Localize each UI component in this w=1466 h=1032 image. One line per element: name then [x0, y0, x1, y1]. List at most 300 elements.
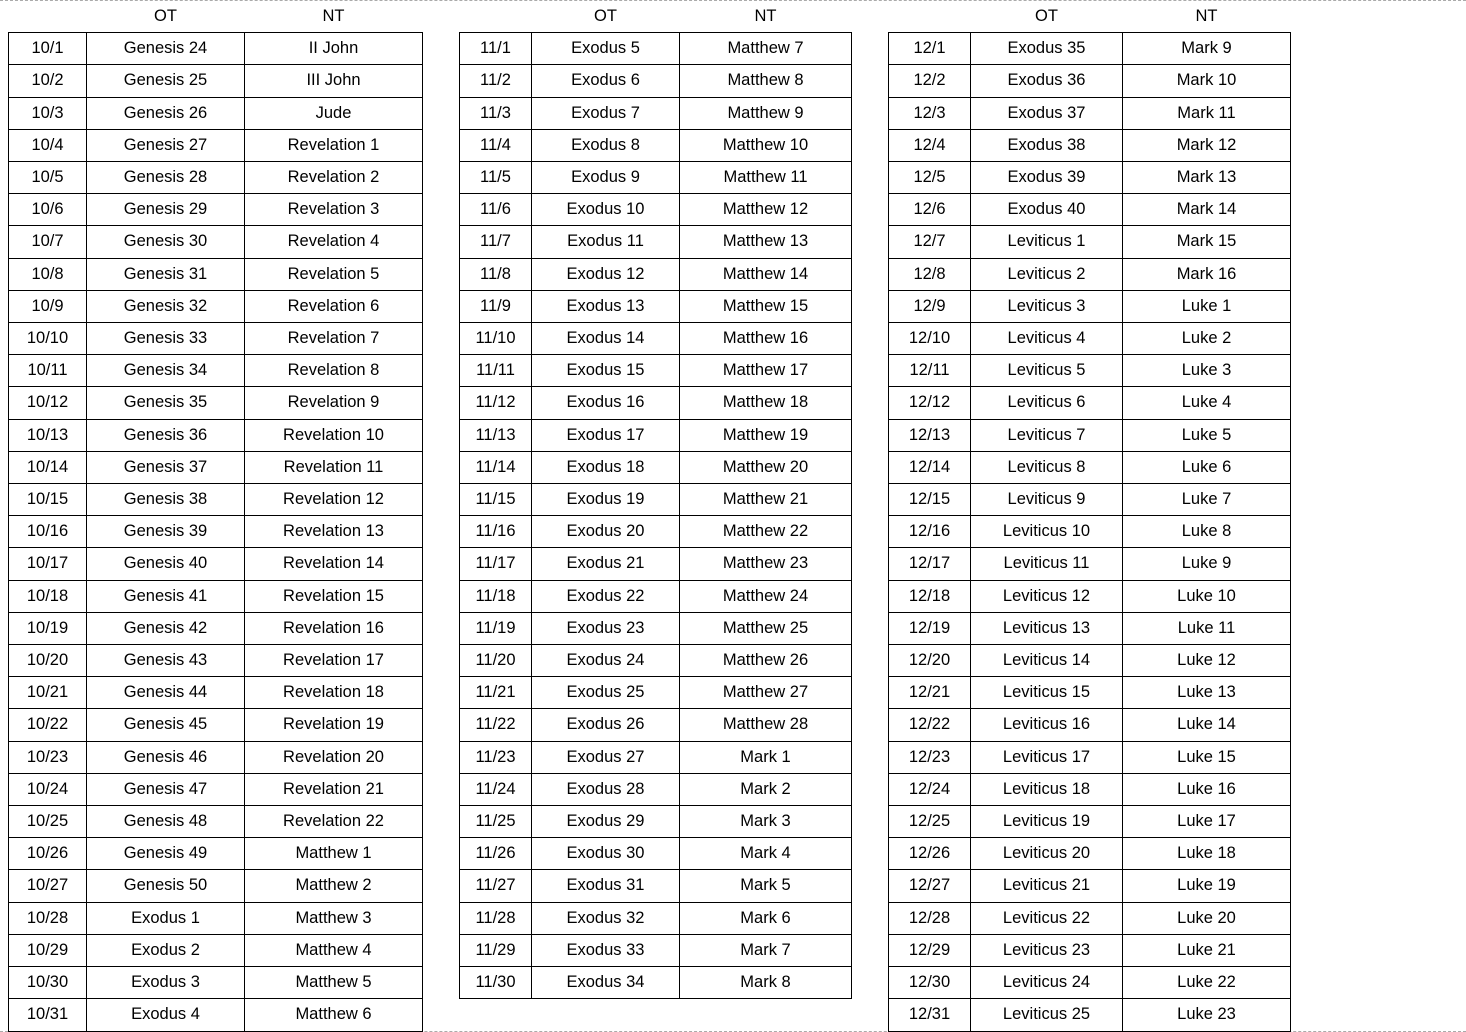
table-row [9, 580, 423, 612]
cell-ot-reading: Genesis 33 [87, 323, 245, 355]
cell-ot-reading: Exodus 28 [532, 773, 680, 805]
cell-nt-reading: Mark 5 [680, 870, 852, 902]
cell-nt-reading: Revelation 4 [245, 226, 423, 258]
cell-ot-reading: Leviticus 15 [971, 677, 1123, 709]
cell-date: 10/30 [9, 967, 87, 999]
cell-nt-reading: Jude [245, 97, 423, 129]
table-row [460, 65, 852, 97]
table-row [889, 451, 1291, 483]
table-row [889, 290, 1291, 322]
cell-ot-reading: Genesis 38 [87, 484, 245, 516]
cell-nt-reading: Matthew 15 [680, 290, 852, 322]
cell-ot-reading: Genesis 48 [87, 806, 245, 838]
table-row [889, 967, 1291, 999]
cell-ot-reading: Genesis 32 [87, 290, 245, 322]
cell-date: 12/17 [889, 548, 971, 580]
cell-ot-reading: Leviticus 1 [971, 226, 1123, 258]
cell-date: 12/7 [889, 226, 971, 258]
cell-ot-reading: Genesis 45 [87, 709, 245, 741]
cell-date: 11/19 [460, 612, 532, 644]
table-row [889, 419, 1291, 451]
cell-ot-reading: Leviticus 11 [971, 548, 1123, 580]
cell-date: 11/11 [460, 355, 532, 387]
cell-ot-reading: Leviticus 13 [971, 612, 1123, 644]
cell-ot-reading: Exodus 8 [532, 129, 680, 161]
cell-date: 12/5 [889, 162, 971, 194]
cell-ot-reading: Exodus 24 [532, 645, 680, 677]
table-row [9, 806, 423, 838]
table-row [889, 97, 1291, 129]
cell-date: 10/9 [9, 290, 87, 322]
table-row [9, 612, 423, 644]
cell-ot-reading: Genesis 40 [87, 548, 245, 580]
cell-nt-reading: Revelation 8 [245, 355, 423, 387]
cell-nt-reading: Revelation 7 [245, 323, 423, 355]
cell-date: 11/21 [460, 677, 532, 709]
table-header-row [460, 1, 852, 33]
cell-date: 12/31 [889, 999, 971, 1031]
cell-ot-reading: Exodus 7 [532, 97, 680, 129]
month-column-november [459, 1, 852, 999]
cell-date: 12/11 [889, 355, 971, 387]
table-row [889, 741, 1291, 773]
cell-date: 11/1 [460, 33, 532, 65]
cell-nt-reading: Mark 12 [1123, 129, 1291, 161]
table-row [9, 773, 423, 805]
cell-nt-reading: Revelation 6 [245, 290, 423, 322]
table-row [9, 709, 423, 741]
table-row [460, 677, 852, 709]
table-row [9, 258, 423, 290]
cell-ot-reading: Exodus 37 [971, 97, 1123, 129]
cell-date: 11/2 [460, 65, 532, 97]
cell-ot-reading: Exodus 5 [532, 33, 680, 65]
table-row [460, 806, 852, 838]
cell-nt-reading: Luke 4 [1123, 387, 1291, 419]
cell-nt-reading: Revelation 2 [245, 162, 423, 194]
cell-date: 11/15 [460, 484, 532, 516]
cell-nt-reading: II John [245, 33, 423, 65]
table-row [9, 967, 423, 999]
cell-nt-reading: Revelation 15 [245, 580, 423, 612]
cell-nt-reading: Mark 15 [1123, 226, 1291, 258]
cell-date: 11/22 [460, 709, 532, 741]
cell-ot-reading: Exodus 20 [532, 516, 680, 548]
table-row [889, 516, 1291, 548]
cell-ot-reading: Leviticus 3 [971, 290, 1123, 322]
table-row [9, 194, 423, 226]
cell-ot-reading: Exodus 21 [532, 548, 680, 580]
table-row [889, 33, 1291, 65]
cell-date: 10/23 [9, 741, 87, 773]
table-row [889, 999, 1291, 1031]
table-row [9, 129, 423, 161]
cell-ot-reading: Exodus 23 [532, 612, 680, 644]
cell-nt-reading: Revelation 5 [245, 258, 423, 290]
cell-ot-reading: Genesis 36 [87, 419, 245, 451]
cell-ot-reading: Exodus 9 [532, 162, 680, 194]
cell-date: 10/19 [9, 612, 87, 644]
cell-date: 10/10 [9, 323, 87, 355]
cell-ot-reading: Genesis 39 [87, 516, 245, 548]
cell-nt-reading: Matthew 11 [680, 162, 852, 194]
table-header-row [9, 1, 423, 33]
table-row [889, 226, 1291, 258]
cell-nt-reading: Matthew 25 [680, 612, 852, 644]
cell-ot-reading: Leviticus 25 [971, 999, 1123, 1031]
cell-ot-reading: Genesis 49 [87, 838, 245, 870]
cell-nt-reading: Revelation 22 [245, 806, 423, 838]
cell-ot-reading: Exodus 4 [87, 999, 245, 1031]
table-row [9, 419, 423, 451]
cell-nt-reading: Matthew 19 [680, 419, 852, 451]
cell-nt-reading: Luke 19 [1123, 870, 1291, 902]
table-row [889, 934, 1291, 966]
cell-nt-reading: Mark 1 [680, 741, 852, 773]
cell-date: 12/27 [889, 870, 971, 902]
table-row [460, 741, 852, 773]
cell-ot-reading: Genesis 42 [87, 612, 245, 644]
cell-date: 12/25 [889, 806, 971, 838]
cell-ot-reading: Genesis 24 [87, 33, 245, 65]
cell-ot-reading: Exodus 22 [532, 580, 680, 612]
cell-ot-reading: Leviticus 17 [971, 741, 1123, 773]
table-row [889, 194, 1291, 226]
cell-date: 10/26 [9, 838, 87, 870]
table-row [460, 97, 852, 129]
cell-ot-reading: Genesis 46 [87, 741, 245, 773]
table-row [889, 773, 1291, 805]
cell-ot-reading: Genesis 43 [87, 645, 245, 677]
cell-nt-reading: Luke 18 [1123, 838, 1291, 870]
cell-ot-reading: Leviticus 14 [971, 645, 1123, 677]
cell-ot-reading: Exodus 11 [532, 226, 680, 258]
cell-nt-reading: Revelation 21 [245, 773, 423, 805]
cell-ot-reading: Leviticus 4 [971, 323, 1123, 355]
cell-nt-reading: Revelation 1 [245, 129, 423, 161]
cell-ot-reading: Exodus 35 [971, 33, 1123, 65]
cell-date: 10/5 [9, 162, 87, 194]
cell-ot-reading: Leviticus 20 [971, 838, 1123, 870]
table-row [460, 484, 852, 516]
cell-nt-reading: Revelation 3 [245, 194, 423, 226]
cell-nt-reading: Luke 15 [1123, 741, 1291, 773]
cell-nt-reading: Revelation 18 [245, 677, 423, 709]
cell-date: 12/22 [889, 709, 971, 741]
cell-nt-reading: Luke 17 [1123, 806, 1291, 838]
cell-date: 12/10 [889, 323, 971, 355]
cell-nt-reading: Mark 10 [1123, 65, 1291, 97]
cell-nt-reading: Mark 13 [1123, 162, 1291, 194]
table-row [460, 162, 852, 194]
cell-date: 12/20 [889, 645, 971, 677]
cell-date: 11/10 [460, 323, 532, 355]
cell-date: 11/8 [460, 258, 532, 290]
cell-nt-reading: Matthew 13 [680, 226, 852, 258]
cell-ot-reading: Genesis 28 [87, 162, 245, 194]
cell-ot-reading: Leviticus 12 [971, 580, 1123, 612]
table-row [460, 967, 852, 999]
table-row [460, 838, 852, 870]
table-row [889, 709, 1291, 741]
table-row [460, 129, 852, 161]
cell-date: 12/13 [889, 419, 971, 451]
table-row [889, 645, 1291, 677]
table-row [889, 162, 1291, 194]
cell-date: 11/9 [460, 290, 532, 322]
cell-nt-reading: Matthew 17 [680, 355, 852, 387]
cell-nt-reading: Revelation 9 [245, 387, 423, 419]
cell-date: 10/12 [9, 387, 87, 419]
table-row [889, 838, 1291, 870]
cell-date: 11/25 [460, 806, 532, 838]
cell-nt-reading: Matthew 3 [245, 902, 423, 934]
cell-date: 11/4 [460, 129, 532, 161]
table-row [9, 516, 423, 548]
cell-date: 10/27 [9, 870, 87, 902]
table-row [460, 33, 852, 65]
cell-date: 10/16 [9, 516, 87, 548]
table-row [460, 516, 852, 548]
cell-nt-reading: Mark 16 [1123, 258, 1291, 290]
table-row [9, 870, 423, 902]
table-row [460, 902, 852, 934]
table-row [460, 226, 852, 258]
table-row [9, 162, 423, 194]
table-row [460, 194, 852, 226]
cell-date: 12/12 [889, 387, 971, 419]
cell-nt-reading: Matthew 10 [680, 129, 852, 161]
cell-nt-reading: Matthew 1 [245, 838, 423, 870]
cell-ot-reading: Genesis 41 [87, 580, 245, 612]
table-body-december [889, 1, 1291, 1031]
cell-date: 10/7 [9, 226, 87, 258]
table-row [9, 484, 423, 516]
cell-nt-reading: Matthew 22 [680, 516, 852, 548]
cell-date: 11/13 [460, 419, 532, 451]
table-row [460, 290, 852, 322]
table-row [9, 355, 423, 387]
month-column-december [888, 1, 1291, 1032]
table-row [889, 548, 1291, 580]
table-header-row [889, 1, 1291, 33]
cell-nt-reading: Luke 20 [1123, 902, 1291, 934]
cell-date: 11/18 [460, 580, 532, 612]
cell-nt-reading: Luke 14 [1123, 709, 1291, 741]
cell-date: 12/26 [889, 838, 971, 870]
column-header-ot: OT [971, 1, 1123, 33]
cell-ot-reading: Exodus 1 [87, 902, 245, 934]
cell-ot-reading: Exodus 18 [532, 451, 680, 483]
column-header-nt: NT [680, 1, 852, 33]
column-header-date [9, 1, 87, 33]
cell-nt-reading: Mark 8 [680, 967, 852, 999]
table-row [460, 451, 852, 483]
cell-ot-reading: Exodus 16 [532, 387, 680, 419]
table-row [9, 645, 423, 677]
cell-nt-reading: Luke 6 [1123, 451, 1291, 483]
cell-nt-reading: Matthew 20 [680, 451, 852, 483]
cell-date: 11/30 [460, 967, 532, 999]
cell-date: 11/27 [460, 870, 532, 902]
cell-ot-reading: Exodus 34 [532, 967, 680, 999]
cell-nt-reading: Luke 10 [1123, 580, 1291, 612]
cell-date: 12/19 [889, 612, 971, 644]
cell-date: 10/6 [9, 194, 87, 226]
cell-ot-reading: Genesis 26 [87, 97, 245, 129]
cell-date: 10/22 [9, 709, 87, 741]
table-row [9, 934, 423, 966]
table-row [460, 323, 852, 355]
month-columns [0, 1, 1466, 1032]
cell-nt-reading: Matthew 21 [680, 484, 852, 516]
table-row [9, 902, 423, 934]
cell-ot-reading: Leviticus 9 [971, 484, 1123, 516]
cell-date: 12/14 [889, 451, 971, 483]
cell-nt-reading: III John [245, 65, 423, 97]
cell-ot-reading: Exodus 10 [532, 194, 680, 226]
cell-ot-reading: Exodus 26 [532, 709, 680, 741]
cell-date: 10/24 [9, 773, 87, 805]
cell-nt-reading: Mark 6 [680, 902, 852, 934]
cell-nt-reading: Matthew 8 [680, 65, 852, 97]
column-header-nt: NT [1123, 1, 1291, 33]
cell-date: 11/14 [460, 451, 532, 483]
cell-ot-reading: Leviticus 2 [971, 258, 1123, 290]
cell-ot-reading: Exodus 30 [532, 838, 680, 870]
reading-plan-table-december [888, 1, 1291, 1032]
table-row [460, 612, 852, 644]
cell-ot-reading: Genesis 31 [87, 258, 245, 290]
cell-nt-reading: Revelation 14 [245, 548, 423, 580]
table-row [9, 226, 423, 258]
table-row [9, 65, 423, 97]
cell-date: 10/2 [9, 65, 87, 97]
cell-ot-reading: Genesis 47 [87, 773, 245, 805]
cell-date: 10/29 [9, 934, 87, 966]
cell-ot-reading: Genesis 34 [87, 355, 245, 387]
cell-nt-reading: Matthew 14 [680, 258, 852, 290]
cell-ot-reading: Exodus 14 [532, 323, 680, 355]
cell-date: 10/25 [9, 806, 87, 838]
cell-ot-reading: Leviticus 16 [971, 709, 1123, 741]
cell-ot-reading: Exodus 31 [532, 870, 680, 902]
cell-nt-reading: Luke 21 [1123, 934, 1291, 966]
cell-date: 12/30 [889, 967, 971, 999]
cell-ot-reading: Exodus 39 [971, 162, 1123, 194]
cell-nt-reading: Luke 1 [1123, 290, 1291, 322]
cell-nt-reading: Revelation 19 [245, 709, 423, 741]
cell-ot-reading: Exodus 40 [971, 194, 1123, 226]
cell-date: 11/3 [460, 97, 532, 129]
cell-date: 12/24 [889, 773, 971, 805]
table-row [460, 645, 852, 677]
cell-nt-reading: Matthew 7 [680, 33, 852, 65]
table-row [460, 709, 852, 741]
cell-ot-reading: Leviticus 24 [971, 967, 1123, 999]
table-row [889, 806, 1291, 838]
cell-ot-reading: Exodus 3 [87, 967, 245, 999]
cell-nt-reading: Luke 2 [1123, 323, 1291, 355]
table-row [9, 741, 423, 773]
cell-nt-reading: Revelation 20 [245, 741, 423, 773]
cell-date: 11/26 [460, 838, 532, 870]
cell-nt-reading: Matthew 24 [680, 580, 852, 612]
cell-ot-reading: Genesis 37 [87, 451, 245, 483]
table-row [9, 451, 423, 483]
cell-date: 10/4 [9, 129, 87, 161]
table-row [889, 677, 1291, 709]
cell-ot-reading: Genesis 44 [87, 677, 245, 709]
cell-date: 12/6 [889, 194, 971, 226]
cell-nt-reading: Matthew 9 [680, 97, 852, 129]
cell-ot-reading: Genesis 25 [87, 65, 245, 97]
cell-nt-reading: Revelation 10 [245, 419, 423, 451]
cell-date: 12/2 [889, 65, 971, 97]
cell-ot-reading: Exodus 36 [971, 65, 1123, 97]
cell-nt-reading: Matthew 5 [245, 967, 423, 999]
table-row [889, 902, 1291, 934]
cell-date: 11/6 [460, 194, 532, 226]
cell-nt-reading: Revelation 11 [245, 451, 423, 483]
table-row [460, 548, 852, 580]
cell-nt-reading: Matthew 16 [680, 323, 852, 355]
reading-plan-table-october [8, 1, 423, 1032]
table-row [460, 258, 852, 290]
cell-nt-reading: Luke 9 [1123, 548, 1291, 580]
cell-nt-reading: Luke 12 [1123, 645, 1291, 677]
cell-nt-reading: Luke 7 [1123, 484, 1291, 516]
cell-nt-reading: Luke 3 [1123, 355, 1291, 387]
cell-ot-reading: Leviticus 22 [971, 902, 1123, 934]
cell-ot-reading: Leviticus 8 [971, 451, 1123, 483]
cell-nt-reading: Luke 16 [1123, 773, 1291, 805]
cell-ot-reading: Leviticus 18 [971, 773, 1123, 805]
cell-date: 10/31 [9, 999, 87, 1031]
cell-date: 12/18 [889, 580, 971, 612]
cell-date: 12/15 [889, 484, 971, 516]
cell-ot-reading: Leviticus 7 [971, 419, 1123, 451]
cell-ot-reading: Exodus 2 [87, 934, 245, 966]
column-header-date [460, 1, 532, 33]
table-row [460, 387, 852, 419]
cell-ot-reading: Genesis 35 [87, 387, 245, 419]
column-header-nt: NT [245, 1, 423, 33]
cell-nt-reading: Matthew 2 [245, 870, 423, 902]
cell-date: 12/1 [889, 33, 971, 65]
cell-nt-reading: Luke 22 [1123, 967, 1291, 999]
cell-nt-reading: Matthew 18 [680, 387, 852, 419]
table-row [9, 97, 423, 129]
cell-ot-reading: Exodus 19 [532, 484, 680, 516]
cell-date: 11/7 [460, 226, 532, 258]
cell-date: 11/16 [460, 516, 532, 548]
table-row [889, 870, 1291, 902]
cell-date: 10/13 [9, 419, 87, 451]
cell-ot-reading: Exodus 25 [532, 677, 680, 709]
table-row [889, 65, 1291, 97]
table-row [9, 290, 423, 322]
column-header-ot: OT [87, 1, 245, 33]
table-row [9, 323, 423, 355]
cell-nt-reading: Mark 9 [1123, 33, 1291, 65]
cell-nt-reading: Mark 4 [680, 838, 852, 870]
table-row [460, 934, 852, 966]
cell-ot-reading: Exodus 15 [532, 355, 680, 387]
cell-nt-reading: Revelation 17 [245, 645, 423, 677]
table-row [460, 773, 852, 805]
cell-date: 11/23 [460, 741, 532, 773]
